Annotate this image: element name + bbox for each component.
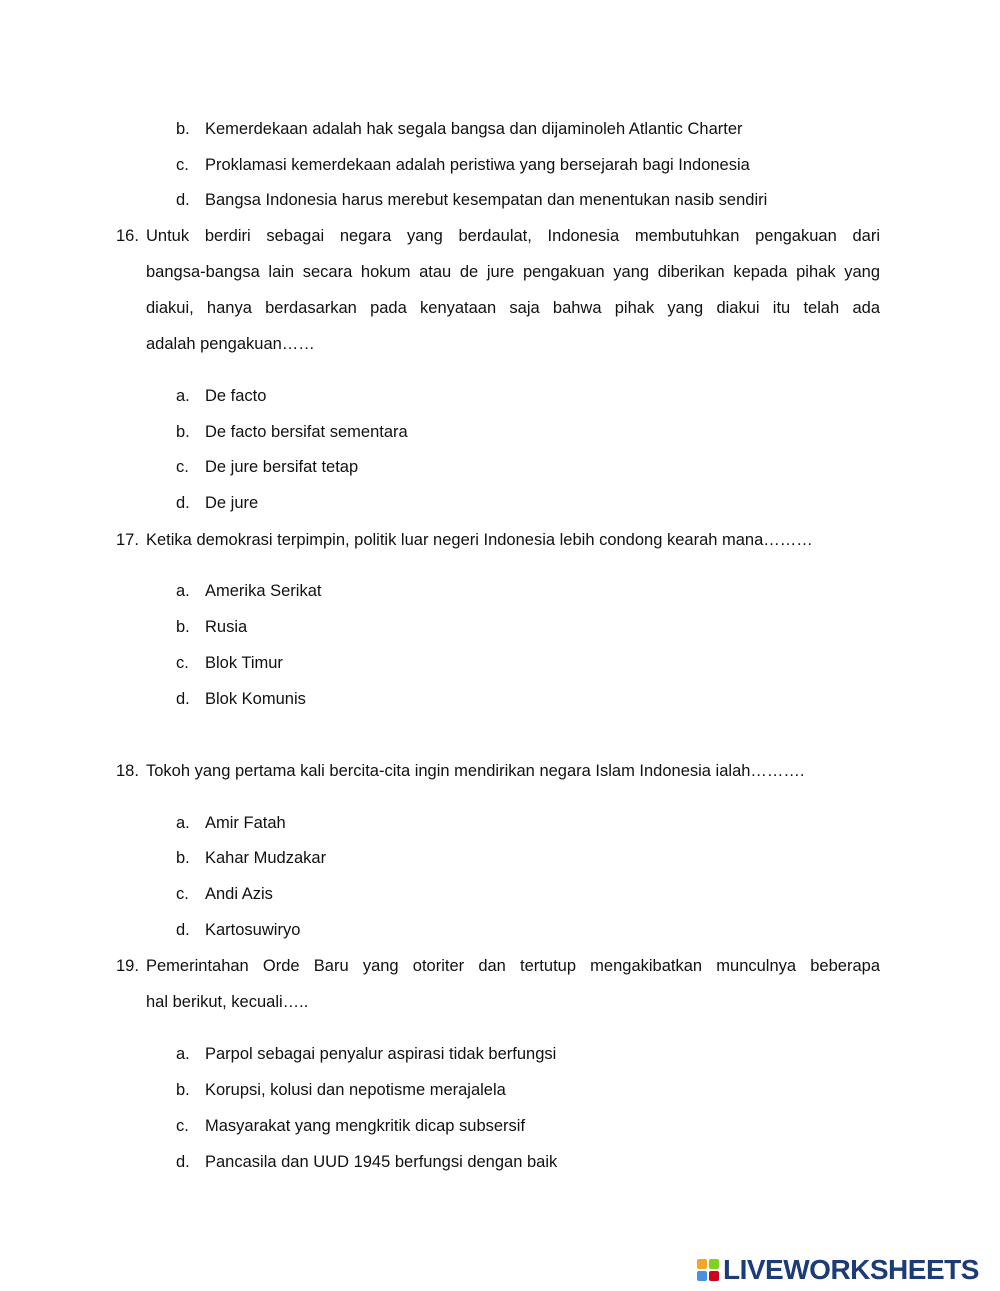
question-line: hal berikut, kecuali….. [146,993,309,1011]
option-letter: c. [176,885,189,903]
option-text: Proklamasi kemerdekaan adalah peristiwa yang bersejarah bagi Indonesia [205,156,750,174]
option-letter: c. [176,1117,189,1135]
option-letter: a. [176,814,190,832]
option-text: Bangsa Indonesia harus merebut kesempatan dan menentukan nasib sendiri [205,191,768,209]
option-letter: d. [176,921,190,939]
option-letter: b. [176,120,190,138]
option-text: Blok Komunis [205,690,306,708]
logo-mark-icon [697,1259,719,1281]
question-line: diakui, hanya berdasarkan pada kenyataan saja bahwa pihak yang diakui itu telah ada [146,299,880,317]
option-text: De jure bersifat tetap [205,458,359,476]
option-letter: a. [176,387,190,405]
option-text: Korupsi, kolusi dan nepotisme merajalela [205,1081,506,1099]
question-line: Ketika demokrasi terpimpin, politik luar negeri Indonesia lebih condong kearah mana……… [146,531,813,549]
logo-mark-square [697,1271,707,1281]
question-line: Untuk berdiri sebagai negara yang berdaulat, Indonesia membutuhkan pengakuan dari [146,227,880,245]
option-text: Kemerdekaan adalah hak segala bangsa dan dijaminoleh Atlantic Charter [205,120,743,138]
option-text: Rusia [205,618,248,636]
option-letter: d. [176,191,190,209]
logo-text: LIVEWORKSHEETS [723,1254,979,1285]
question-line: bangsa-bangsa lain secara hokum atau de jure pengakuan yang diberikan kepada pihak yang [146,263,880,281]
logo-mark-square [709,1259,719,1269]
option-text: Amerika Serikat [205,582,322,600]
option-text: Pancasila dan UUD 1945 berfungsi dengan baik [205,1153,558,1171]
option-text: De jure [205,494,259,512]
option-letter: a. [176,1045,190,1063]
option-text: Masyarakat yang mengkritik dicap subsersif [205,1117,526,1135]
option-letter: c. [176,654,189,672]
option-text: Blok Timur [205,654,283,672]
option-text: Amir Fatah [205,814,286,832]
question-number: 17. [116,531,139,549]
option-letter: d. [176,494,190,512]
logo-mark-square [709,1271,719,1281]
option-text: Andi Azis [205,885,273,903]
option-letter: b. [176,423,190,441]
option-letter: c. [176,156,189,174]
option-text: De facto bersifat sementara [205,423,408,441]
option-letter: b. [176,849,190,867]
option-letter: b. [176,618,190,636]
option-letter: c. [176,458,189,476]
liveworksheets-logo [697,1254,979,1286]
question-line: adalah pengakuan…… [146,335,315,353]
question-number: 16. [116,227,139,245]
question-number: 18. [116,762,139,780]
option-text: Kahar Mudzakar [205,849,327,867]
question-line: Tokoh yang pertama kali bercita-cita ingin mendirikan negara Islam Indonesia ialah………. [146,762,805,780]
q16-question-text [146,218,880,362]
logo-mark-square [697,1259,707,1269]
option-letter: a. [176,582,190,600]
option-text: Parpol sebagai penyalur aspirasi tidak berfungsi [205,1045,557,1063]
option-letter: d. [176,690,190,708]
option-text: De facto [205,387,267,405]
question-number: 19. [116,957,139,975]
option-text: Kartosuwiryo [205,921,301,939]
option-letter: b. [176,1081,190,1099]
q19-question-text [146,948,880,1020]
option-letter: d. [176,1153,190,1171]
question-line: Pemerintahan Orde Baru yang otoriter dan tertutup mengakibatkan munculnya beberapa [146,957,880,975]
